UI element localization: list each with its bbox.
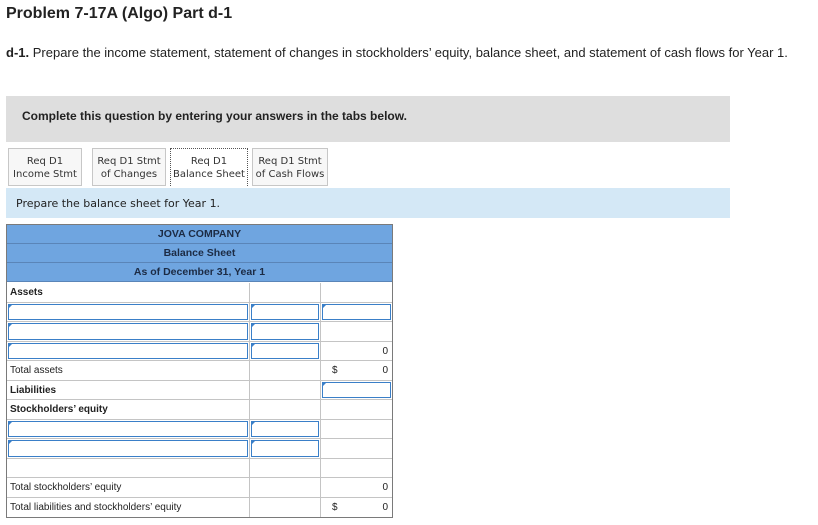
balance-sheet-table bbox=[6, 224, 393, 518]
total-liab-equity-value: 0 bbox=[382, 501, 388, 513]
equity-account-input-2[interactable] bbox=[8, 440, 248, 457]
equity-account-input-1[interactable] bbox=[8, 421, 248, 438]
total-assets-label: Total assets bbox=[10, 365, 63, 376]
table-row bbox=[7, 283, 392, 303]
tab-req-d1-balance-sheet[interactable] bbox=[170, 148, 248, 186]
statement-name: Balance Sheet bbox=[7, 244, 392, 263]
asset-amount-input-2[interactable] bbox=[251, 323, 319, 340]
asset-account-input-3[interactable] bbox=[8, 343, 248, 360]
tab-label-line1: Req D1 bbox=[190, 156, 228, 167]
tab-label-line1: Req D1 bbox=[26, 156, 64, 167]
asset-total-input-1[interactable] bbox=[322, 304, 391, 321]
prompt-text: Prepare the balance sheet for Year 1. bbox=[16, 197, 221, 210]
currency-symbol: $ bbox=[332, 501, 338, 513]
table-row bbox=[7, 478, 392, 498]
tab-label-line2: Income Stmt bbox=[13, 169, 77, 180]
tab-req-d1-stmt-of-cash-flows[interactable] bbox=[252, 148, 328, 186]
banner-text: Complete this question by entering your answers in the tabs below. bbox=[22, 109, 407, 123]
table-row bbox=[7, 342, 392, 362]
table-row bbox=[7, 498, 392, 518]
asset-subtotal-value: 0 bbox=[382, 345, 388, 357]
total-equity-label: Total stockholders’ equity bbox=[10, 482, 122, 493]
table-row bbox=[7, 322, 392, 342]
page-title: Problem 7-17A (Algo) Part d-1 bbox=[6, 5, 233, 22]
total-equity-value: 0 bbox=[382, 482, 388, 493]
table-row bbox=[7, 459, 392, 479]
tab-label-line2: of Cash Flows bbox=[255, 169, 325, 180]
table-row bbox=[7, 303, 392, 323]
equity-amount-input-1[interactable] bbox=[251, 421, 319, 438]
tab-req-d1-income-stmt[interactable] bbox=[8, 148, 82, 186]
part-label: d-1. bbox=[6, 45, 30, 60]
table-row bbox=[7, 381, 392, 401]
statement-date: As of December 31, Year 1 bbox=[7, 263, 392, 282]
total-assets-value: 0 bbox=[382, 365, 388, 376]
tab-label-line2: of Changes bbox=[100, 169, 158, 180]
equity-amount-input-2[interactable] bbox=[251, 440, 319, 457]
table-row bbox=[7, 439, 392, 459]
table-row bbox=[7, 420, 392, 440]
asset-account-input-2[interactable] bbox=[8, 323, 248, 340]
asset-amount-input-1[interactable] bbox=[251, 304, 319, 321]
total-liab-equity-label: Total liabilities and stockholders’ equity bbox=[10, 501, 182, 513]
tab-prompt bbox=[6, 188, 730, 218]
liabilities-heading: Liabilities bbox=[10, 384, 57, 396]
tab-label-line1: Req D1 Stmt bbox=[97, 156, 161, 167]
tab-label-line1: Req D1 Stmt bbox=[258, 156, 322, 167]
equity-heading: Stockholders’ equity bbox=[10, 404, 108, 415]
table-row bbox=[7, 400, 392, 420]
instruction-banner bbox=[6, 96, 730, 142]
table-row bbox=[7, 361, 392, 381]
tab-req-d1-stmt-of-changes[interactable] bbox=[92, 148, 166, 186]
asset-amount-input-3[interactable] bbox=[251, 343, 319, 360]
tab-label-line2: Balance Sheet bbox=[173, 169, 245, 180]
company-name: JOVA COMPANY bbox=[7, 225, 392, 244]
liabilities-input[interactable] bbox=[322, 382, 391, 399]
assets-heading: Assets bbox=[10, 287, 43, 298]
currency-symbol: $ bbox=[332, 365, 338, 376]
asset-account-input-1[interactable] bbox=[8, 304, 248, 321]
instruction-text: Prepare the income statement, statement of changes in stockholders’ equity, balance sheet, and statement of cash flows for Year 1. bbox=[29, 45, 788, 60]
instructions bbox=[6, 45, 806, 61]
